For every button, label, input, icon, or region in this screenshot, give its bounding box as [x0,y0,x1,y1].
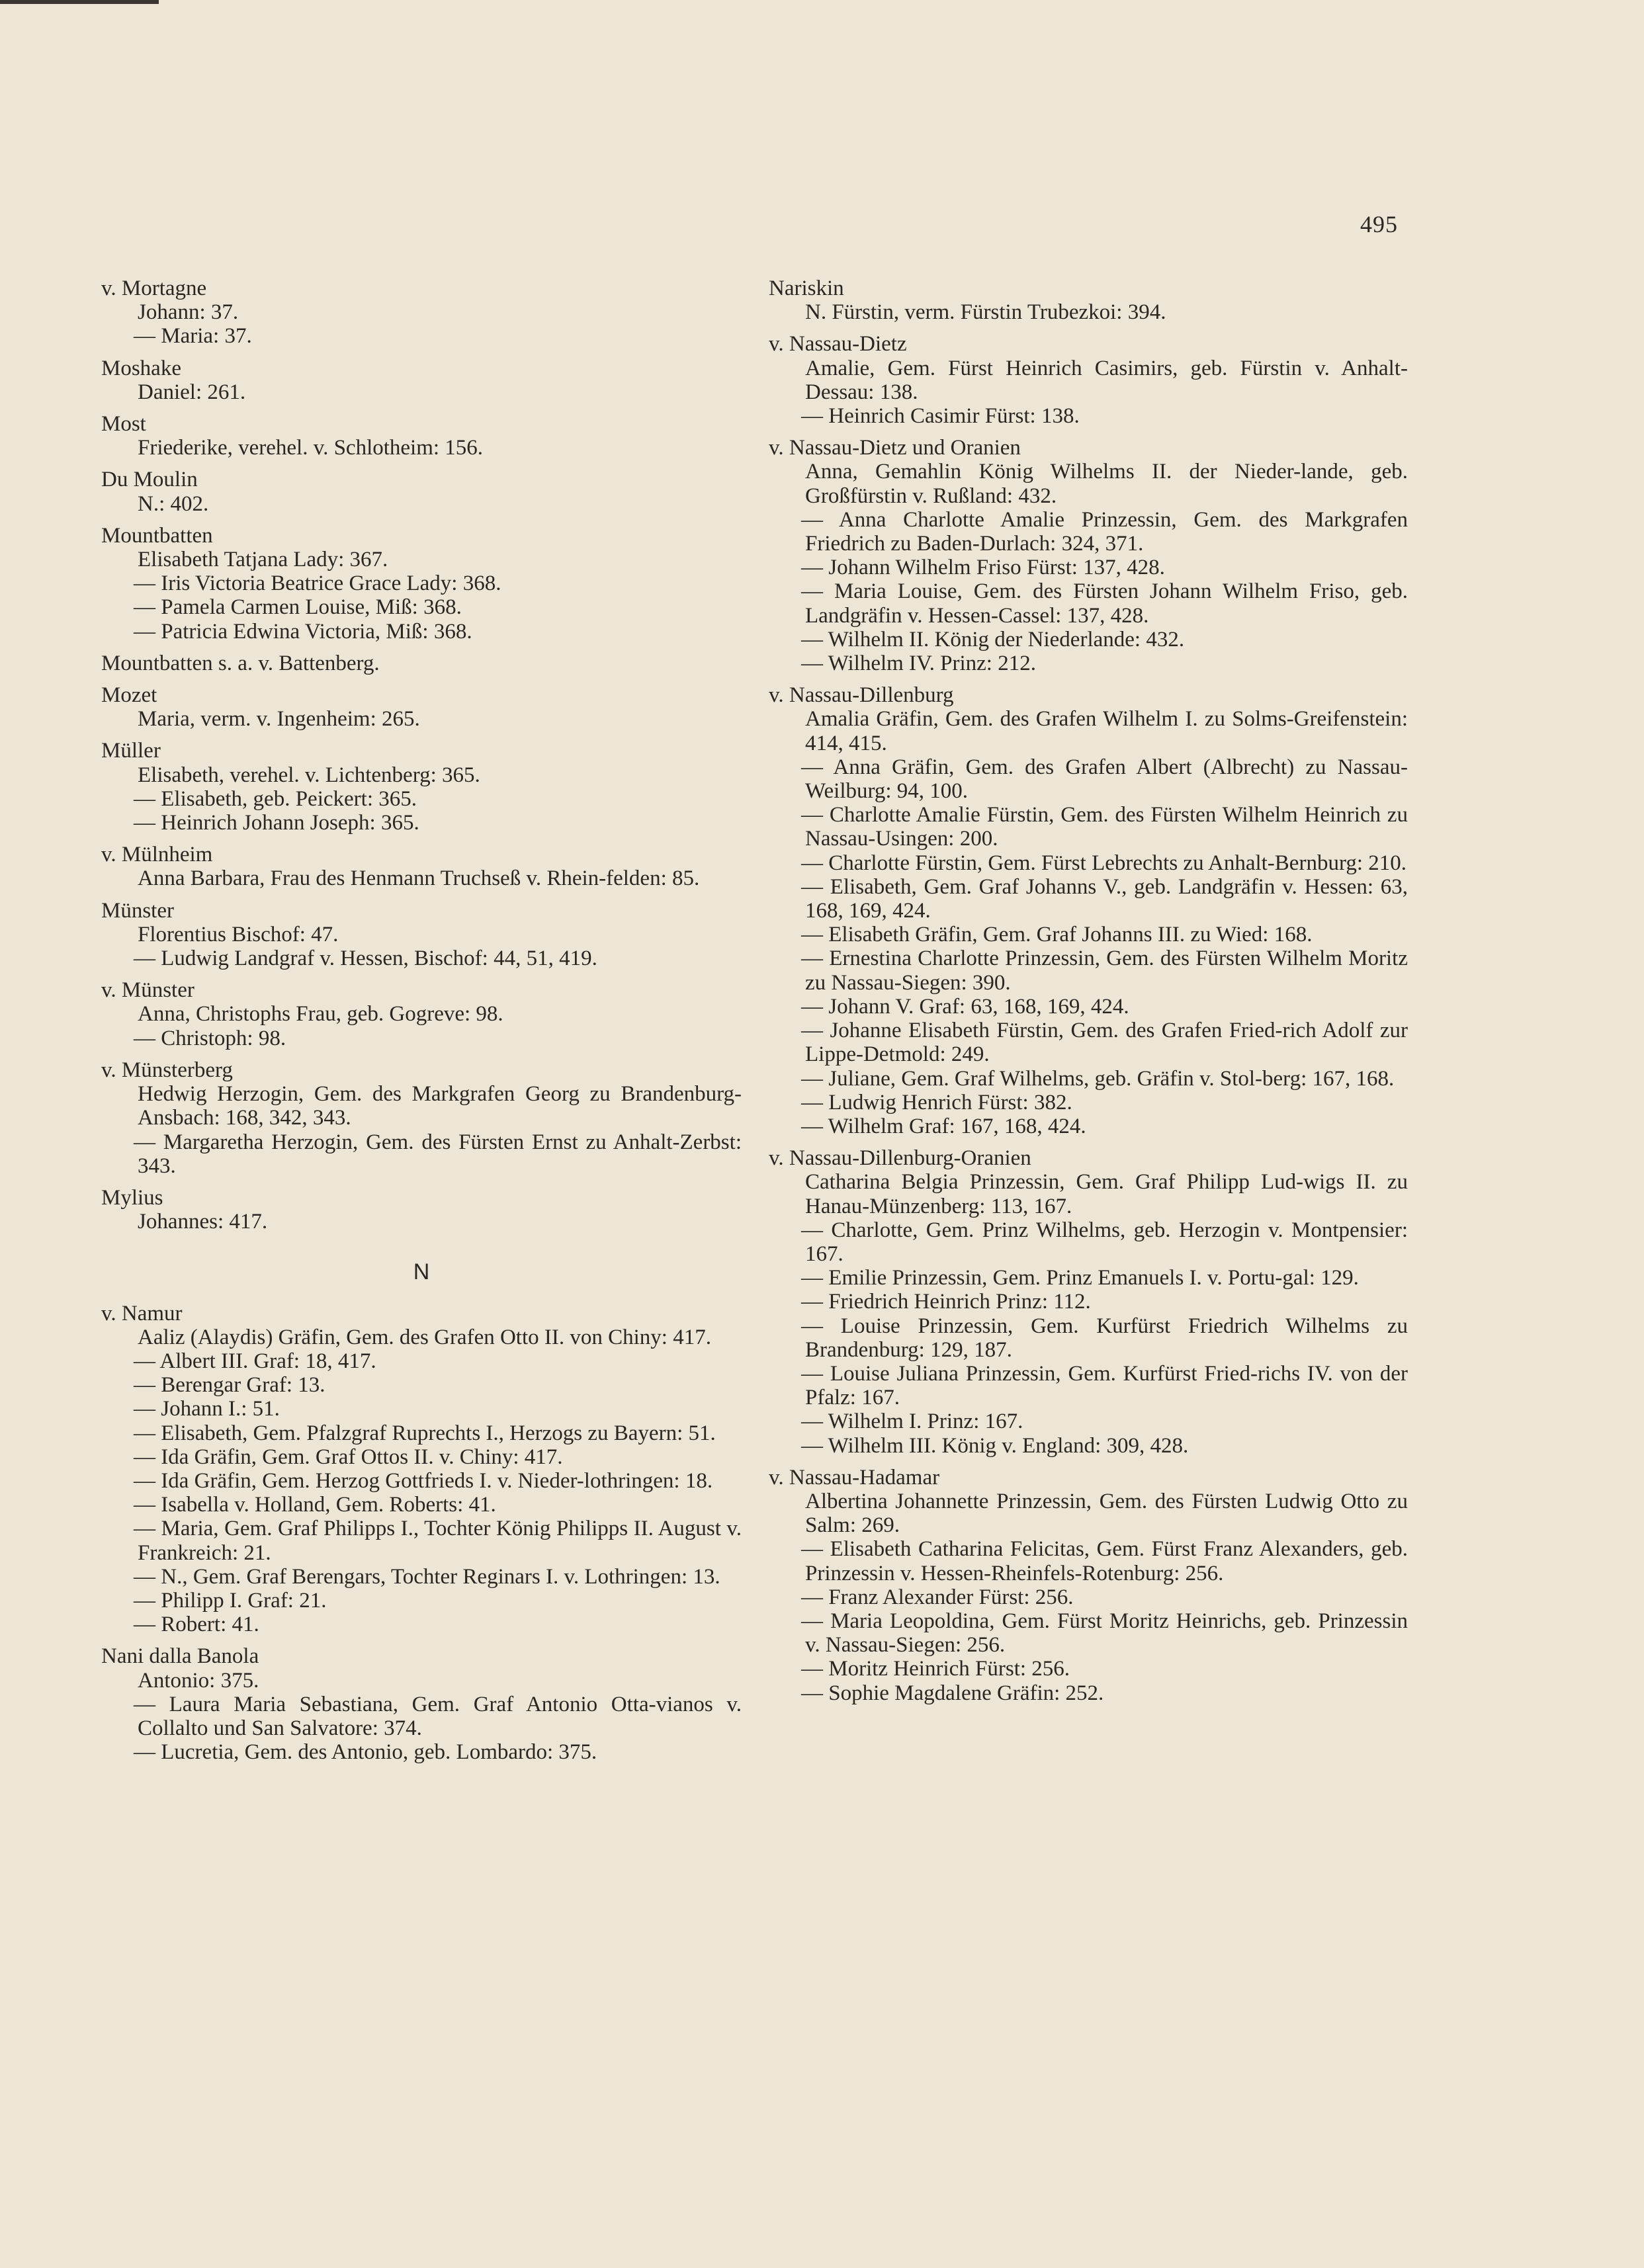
entry-line: — Elisabeth, Gem. Graf Johanns V., geb. Landgräfin v. Hessen: 63, 168, 169, 424. [801,874,1408,923]
entry-line: Catharina Belgia Prinzessin, Gem. Graf Philipp Lud-wigs II. zu Hanau-Münzenberg: 113, 167. [805,1170,1408,1218]
entry-line: Albertina Johannette Prinzessin, Gem. des Fürsten Ludwig Otto zu Salm: 269. [805,1489,1408,1538]
entry-line: Anna Barbara, Frau des Henmann Truchseß v. Rhein-felden: 85. [138,866,700,891]
entry-line: — Wilhelm Graf: 167, 168, 424. [801,1114,1086,1138]
entry-line: Maria, verm. v. Ingenheim: 265. [138,707,420,732]
index-entry [101,276,742,349]
index-entry [769,1146,1408,1458]
entry-line: — Ernestina Charlotte Prinzessin, Gem. des Fürsten Wilhelm Moritz zu Nassau-Siegen: 390. [801,946,1408,995]
entry-line: — Elisabeth Gräfin, Gem. Graf Johanns III. zu Wied: 168. [801,923,1313,947]
index-entry [101,899,742,971]
entry-heading: v. Nassau-Hadamar [769,1465,940,1490]
entry-line: — Berengar Graf: 13. [134,1373,325,1398]
entry-line: — Christoph: 98. [134,1026,286,1050]
entry-heading: v. Mortagne [101,276,207,300]
entry-line: — Ida Gräfin, Gem. Herzog Gottfrieds I. v. Nieder-lothringen: 18. [134,1468,713,1493]
entry-heading: v. Nassau-Dillenburg [769,683,954,708]
entry-line: — Wilhelm II. König der Niederlande: 432. [801,627,1185,651]
entry-heading: Münster [101,898,174,923]
entry-line: — Franz Alexander Fürst: 256. [801,1585,1074,1609]
entry-line: Elisabeth Tatjana Lady: 367. [138,548,388,572]
index-entry [769,276,1408,324]
entry-line: N. Fürstin, verm. Fürstin Trubezkoi: 394. [805,300,1166,325]
entry-line: — Heinrich Casimir Fürst: 138. [801,404,1080,429]
entry-line: — Albert III. Graf: 18, 417. [134,1349,376,1373]
index-entry [101,739,742,835]
index-entry [769,1466,1408,1705]
entry-line: Friederike, verehel. v. Schlotheim: 156. [138,436,484,460]
entry-line: N.: 402. [138,491,209,516]
top-edge-rule [0,0,159,4]
index-entry [101,1186,742,1234]
entry-heading: Nani dalla Banola [101,1644,259,1669]
entry-heading: Mountbatten [101,523,213,548]
entry-line: — Wilhelm IV. Prinz: 212. [801,651,1036,676]
entry-line: — Louise Prinzessin, Gem. Kurfürst Friedrich Wilhelms zu Brandenburg: 129, 187. [801,1314,1408,1362]
entry-line: — Isabella v. Holland, Gem. Roberts: 41. [134,1493,496,1517]
entry-line: — Emilie Prinzessin, Gem. Prinz Emanuels I. v. Portu-gal: 129. [801,1266,1359,1290]
index-entry [101,1302,742,1637]
entry-line: — Iris Victoria Beatrice Grace Lady: 368. [134,571,501,596]
entry-line: Johann: 37. [138,300,239,325]
section-letter: N [413,1259,430,1285]
entry-line: — Johann V. Graf: 63, 168, 169, 424. [801,994,1129,1019]
entry-heading: Nariskin [769,276,844,300]
entry-heading: Most [101,412,146,437]
entry-heading: Mountbatten s. a. v. Battenberg. [101,651,380,675]
entry-line: Hedwig Herzogin, Gem. des Markgrafen Georg zu Brandenburg-Ansbach: 168, 342, 343. [138,1082,742,1130]
entry-heading: Müller [101,739,161,763]
entry-line: — Sophie Magdalene Gräfin: 252. [801,1681,1104,1705]
entry-line: — Anna Charlotte Amalie Prinzessin, Gem. des Markgrafen Friedrich zu Baden-Durlach: 324, 371. [801,507,1408,556]
entry-line: — Friedrich Heinrich Prinz: 112. [801,1290,1091,1314]
index-entry [769,436,1408,675]
entry-line: Aaliz (Alaydis) Gräfin, Gem. des Grafen Otto II. von Chiny: 417. [138,1325,711,1349]
entry-line: — Ludwig Henrich Fürst: 382. [801,1090,1072,1114]
entry-line: — Charlotte, Gem. Prinz Wilhelms, geb. Herzogin v. Montpensier: 167. [801,1218,1408,1266]
entry-line: Amalie, Gem. Fürst Heinrich Casimirs, geb. Fürstin v. Anhalt-Dessau: 138. [805,356,1408,404]
left-column [101,276,742,1772]
entry-line: Daniel: 261. [138,380,246,404]
entry-line: — Lucretia, Gem. des Antonio, geb. Lombardo: 375. [134,1740,597,1765]
entry-heading: Mozet [101,683,157,708]
page-number: 495 [1360,211,1398,237]
entry-line: — Ida Gräfin, Gem. Graf Ottos II. v. Chiny: 417. [134,1445,563,1469]
entry-line: — Wilhelm III. König v. England: 309, 428. [801,1433,1189,1458]
index-entry [101,651,742,675]
entry-line: — Laura Maria Sebastiana, Gem. Graf Antonio Otta-vianos v. Collalto und San Salvatore: 374. [134,1692,742,1740]
entry-line: — Wilhelm I. Prinz: 167. [801,1409,1023,1434]
right-column [769,276,1408,1713]
index-entry [101,524,742,644]
entry-line: — Elisabeth Catharina Felicitas, Gem. Fürst Franz Alexanders, geb. Prinzessin v. Hessen-Rheinfels-Rotenburg: 256. [801,1537,1408,1585]
entry-line: Florentius Bischof: 47. [138,922,339,946]
entry-line: — Johanne Elisabeth Fürstin, Gem. des Grafen Fried-rich Adolf zur Lippe-Detmold: 249. [801,1019,1408,1067]
entry-heading: Du Moulin [101,468,198,492]
entry-heading: v. Nassau-Dietz [769,332,907,357]
entry-line: — Pamela Carmen Louise, Miß: 368. [134,595,462,620]
entry-line: — Anna Gräfin, Gem. des Grafen Albert (Albrecht) zu Nassau-Weilburg: 94, 100. [801,755,1408,804]
entry-line: — Louise Juliana Prinzessin, Gem. Kurfürst Fried-richs IV. von der Pfalz: 167. [801,1361,1408,1410]
index-entry [101,357,742,404]
entry-line: — Heinrich Johann Joseph: 365. [134,811,419,835]
index-entry [101,468,742,515]
entry-line: — Elisabeth, Gem. Pfalzgraf Ruprechts I., Herzogs zu Bayern: 51. [134,1421,716,1445]
entry-line: — Margaretha Herzogin, Gem. des Fürsten Ernst zu Anhalt-Zerbst: 343. [134,1130,742,1178]
entry-heading: v. Nassau-Dillenburg-Oranien [769,1146,1031,1171]
index-entry [101,978,742,1050]
entry-heading: v. Münster [101,978,195,1003]
entry-line: Johannes: 417. [138,1210,268,1234]
entry-line: Antonio: 375. [138,1668,259,1693]
entry-line: Elisabeth, verehel. v. Lichtenberg: 365. [138,763,480,787]
index-group-n [101,1302,742,1765]
entry-line: — Maria Leopoldina, Gem. Fürst Moritz Heinrichs, geb. Prinzessin v. Nassau-Siegen: 256. [801,1609,1408,1658]
entry-line: Anna, Gemahlin König Wilhelms II. der Nieder-lande, geb. Großfürstin v. Rußland: 432. [805,460,1408,508]
entry-line: — Johann Wilhelm Friso Fürst: 137, 428. [801,556,1165,580]
entry-line: — Moritz Heinrich Fürst: 256. [801,1657,1070,1681]
index-group-m [101,276,742,1234]
index-entry [101,1058,742,1178]
entry-line: — Juliane, Gem. Graf Wilhelms, geb. Gräfin v. Stol-berg: 167, 168. [801,1066,1395,1091]
entry-heading: v. Namur [101,1301,183,1325]
entry-line: Anna, Christophs Frau, geb. Gogreve: 98. [138,1002,503,1027]
index-entry [101,843,742,890]
index-group-nassau [769,276,1408,1705]
entry-line: — Elisabeth, geb. Peickert: 365. [134,786,417,811]
index-entry [769,683,1408,1138]
entry-heading: v. Nassau-Dietz und Oranien [769,436,1021,460]
entry-heading: Moshake [101,356,181,380]
index-entry [101,1644,742,1764]
entry-line: — N., Gem. Graf Berengars, Tochter Reginars I. v. Lothringen: 13. [134,1564,720,1589]
entry-line: — Charlotte Fürstin, Gem. Fürst Lebrechts zu Anhalt-Bernburg: 210. [801,851,1407,875]
entry-line: — Maria Louise, Gem. des Fürsten Johann Wilhelm Friso, geb. Landgräfin v. Hessen-Cassel: 137, 428. [801,579,1408,628]
index-entry [101,412,742,460]
entry-line: — Maria: 37. [134,324,252,349]
entry-line: — Johann I.: 51. [134,1397,280,1421]
entry-line: — Philipp I. Graf: 21. [134,1588,327,1613]
index-entry [101,683,742,731]
entry-heading: Mylius [101,1185,163,1210]
entry-line: — Ludwig Landgraf v. Hessen, Bischof: 44, 51, 419. [134,946,597,971]
entry-line: — Maria, Gem. Graf Philipps I., Tochter König Philipps II. August v. Frankreich: 21. [134,1517,742,1565]
entry-heading: v. Mülnheim [101,843,213,867]
entry-line: — Robert: 41. [134,1613,259,1637]
entry-heading: v. Münsterberg [101,1058,233,1082]
entry-line: — Charlotte Amalie Fürstin, Gem. des Fürsten Wilhelm Heinrich zu Nassau-Usingen: 200. [801,803,1408,851]
index-entry [769,332,1408,428]
entry-line: — Patricia Edwina Victoria, Miß: 368. [134,619,472,644]
entry-line: Amalia Gräfin, Gem. des Grafen Wilhelm I. zu Solms-Greifenstein: 414, 415. [805,707,1408,755]
